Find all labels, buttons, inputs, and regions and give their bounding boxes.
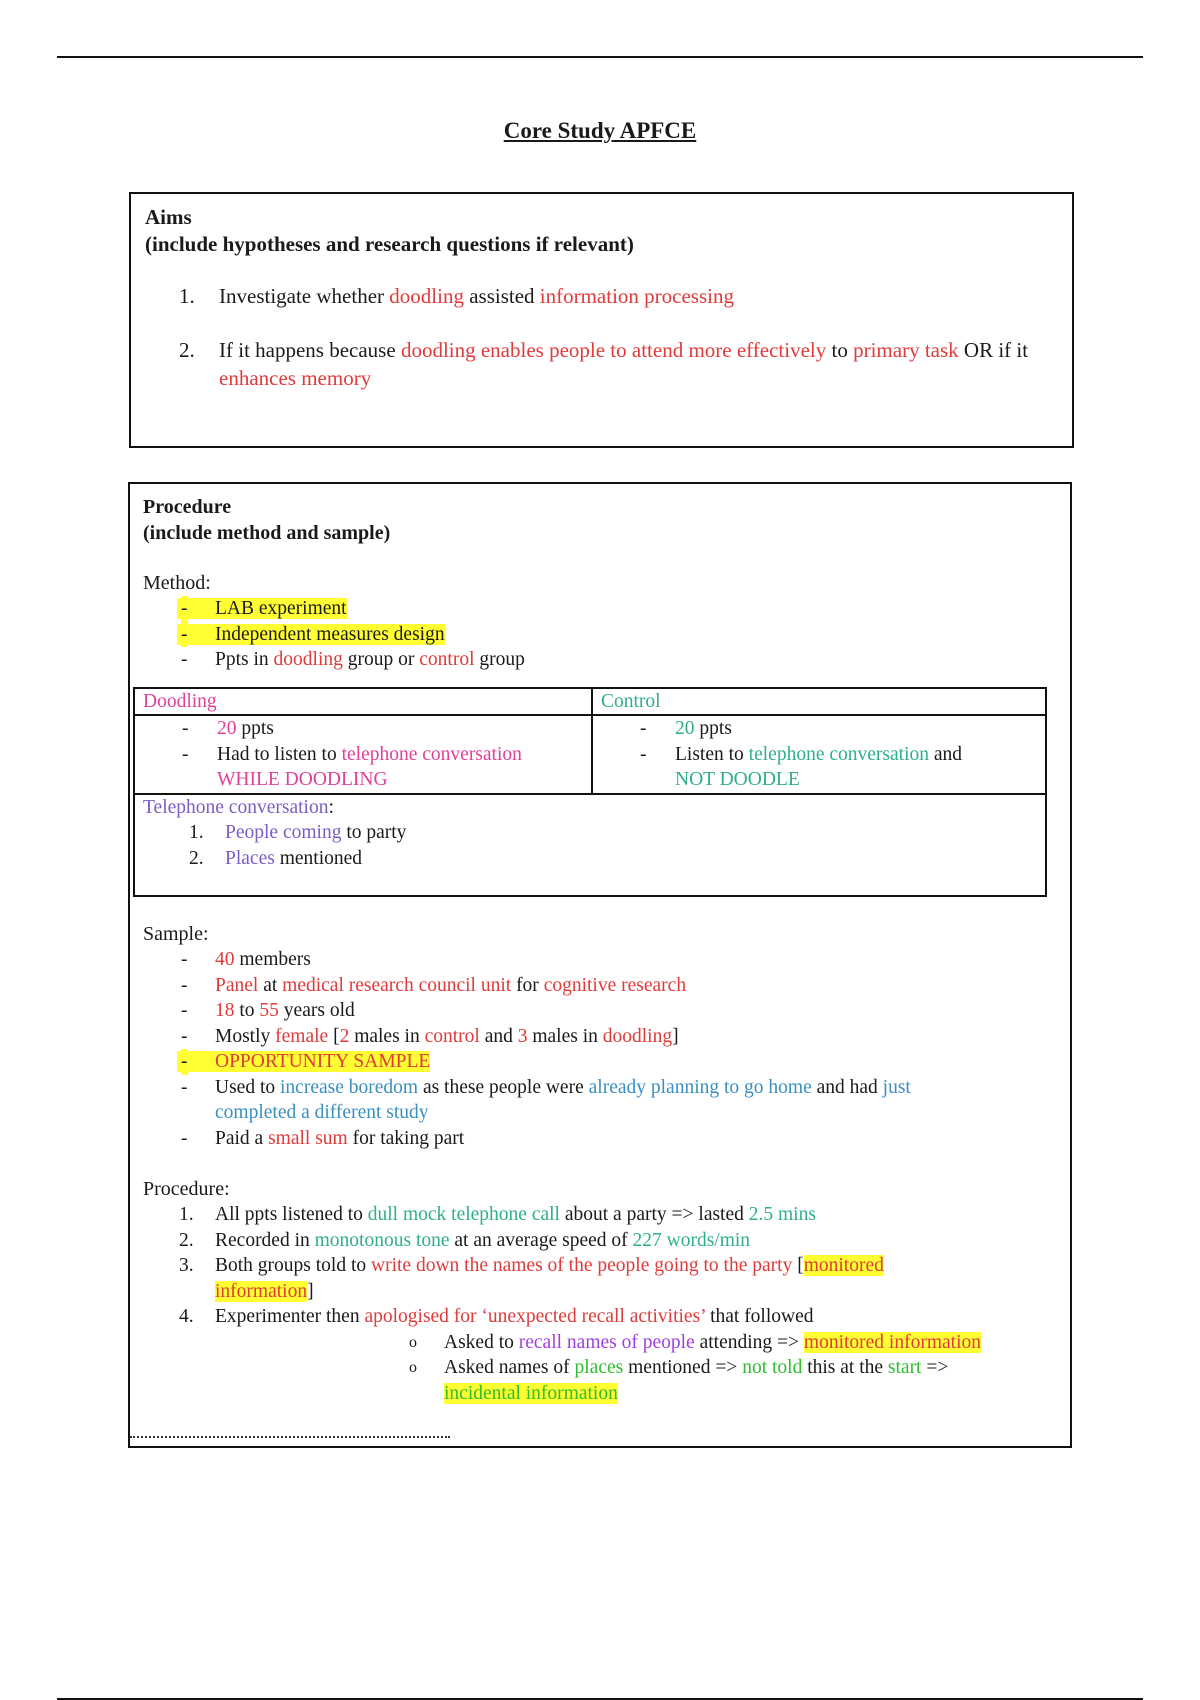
procedure-sub-step: o Asked names of places mentioned => not told this at the start => incidental information [409, 1357, 949, 1404]
table-header-doodling: Doodling [135, 689, 593, 717]
procedure-step: 3. Both groups told to write down the names of the people going to the party [monitored information] [179, 1255, 884, 1302]
method-item: - Independent measures design [143, 622, 1057, 648]
method-item: - LAB experiment [143, 596, 1057, 622]
procedure-step: 1. All ppts listened to dull mock telephone call about a party => lasted 2.5 mins [179, 1204, 816, 1225]
procedure-heading: Procedure [143, 496, 232, 518]
sample-item: - Panel at medical research council unit for cognitive research [181, 974, 687, 996]
method-item: - Ppts in doodling group or control group [181, 649, 525, 670]
sample-item: - Paid a small sum for taking part [181, 1127, 465, 1149]
clipped-text-line [130, 1436, 450, 1444]
aims-subheading: (include hypotheses and research questions if relevant) [145, 232, 634, 256]
aims-item-1: 1. Investigate whether doodling assisted information processing [179, 284, 734, 308]
aims-heading: Aims [145, 205, 192, 229]
page-title: Core Study APFCE [503, 118, 697, 143]
sample-item: - 40 members [181, 949, 311, 970]
sample-label: Sample: [143, 923, 209, 945]
telephone-conversation-cell: Telephone conversation: 1. People coming to party 2. Places mentioned [143, 796, 407, 869]
procedure-sub-step: o Asked to recall names of people attending => monitored information [409, 1331, 981, 1353]
aims-box [129, 192, 1074, 448]
control-cell: - 20 ppts - Listen to telephone conversation and NOT DOODLE [593, 716, 1045, 795]
sample-item: - Mostly female [2 males in control and 3 males in doodling] [181, 1025, 679, 1047]
procedure-step: 2. Recorded in monotonous tone at an average speed of 227 words/min [179, 1229, 751, 1251]
doodling-cell: - 20 ppts - Had to listen to telephone conversation WHILE DOODLING [135, 716, 593, 795]
procedure-box [128, 482, 1072, 1448]
procedure-label: Procedure: [143, 1178, 230, 1200]
top-rule [57, 56, 1143, 58]
sample-item: - OPPORTUNITY SAMPLE [143, 1049, 1057, 1075]
procedure-step: 4. Experimenter then apologised for ‘unexpected recall activities’ that followed [179, 1306, 814, 1327]
aims-list [145, 282, 1058, 392]
procedure-subheading: (include method and sample) [143, 522, 391, 544]
sample-item: - 18 to 55 years old [181, 1000, 355, 1021]
sample-item: - Used to increase boredom as these people were already planning to go home and had just completed a different study [181, 1076, 911, 1123]
conditions-table [133, 687, 1047, 898]
aims-item-2: 2. If it happens because doodling enables people to attend more effectively to primary task OR if it enhances memory [179, 338, 1029, 390]
table-header-control: Control [593, 689, 1045, 717]
method-label: Method: [143, 572, 211, 594]
